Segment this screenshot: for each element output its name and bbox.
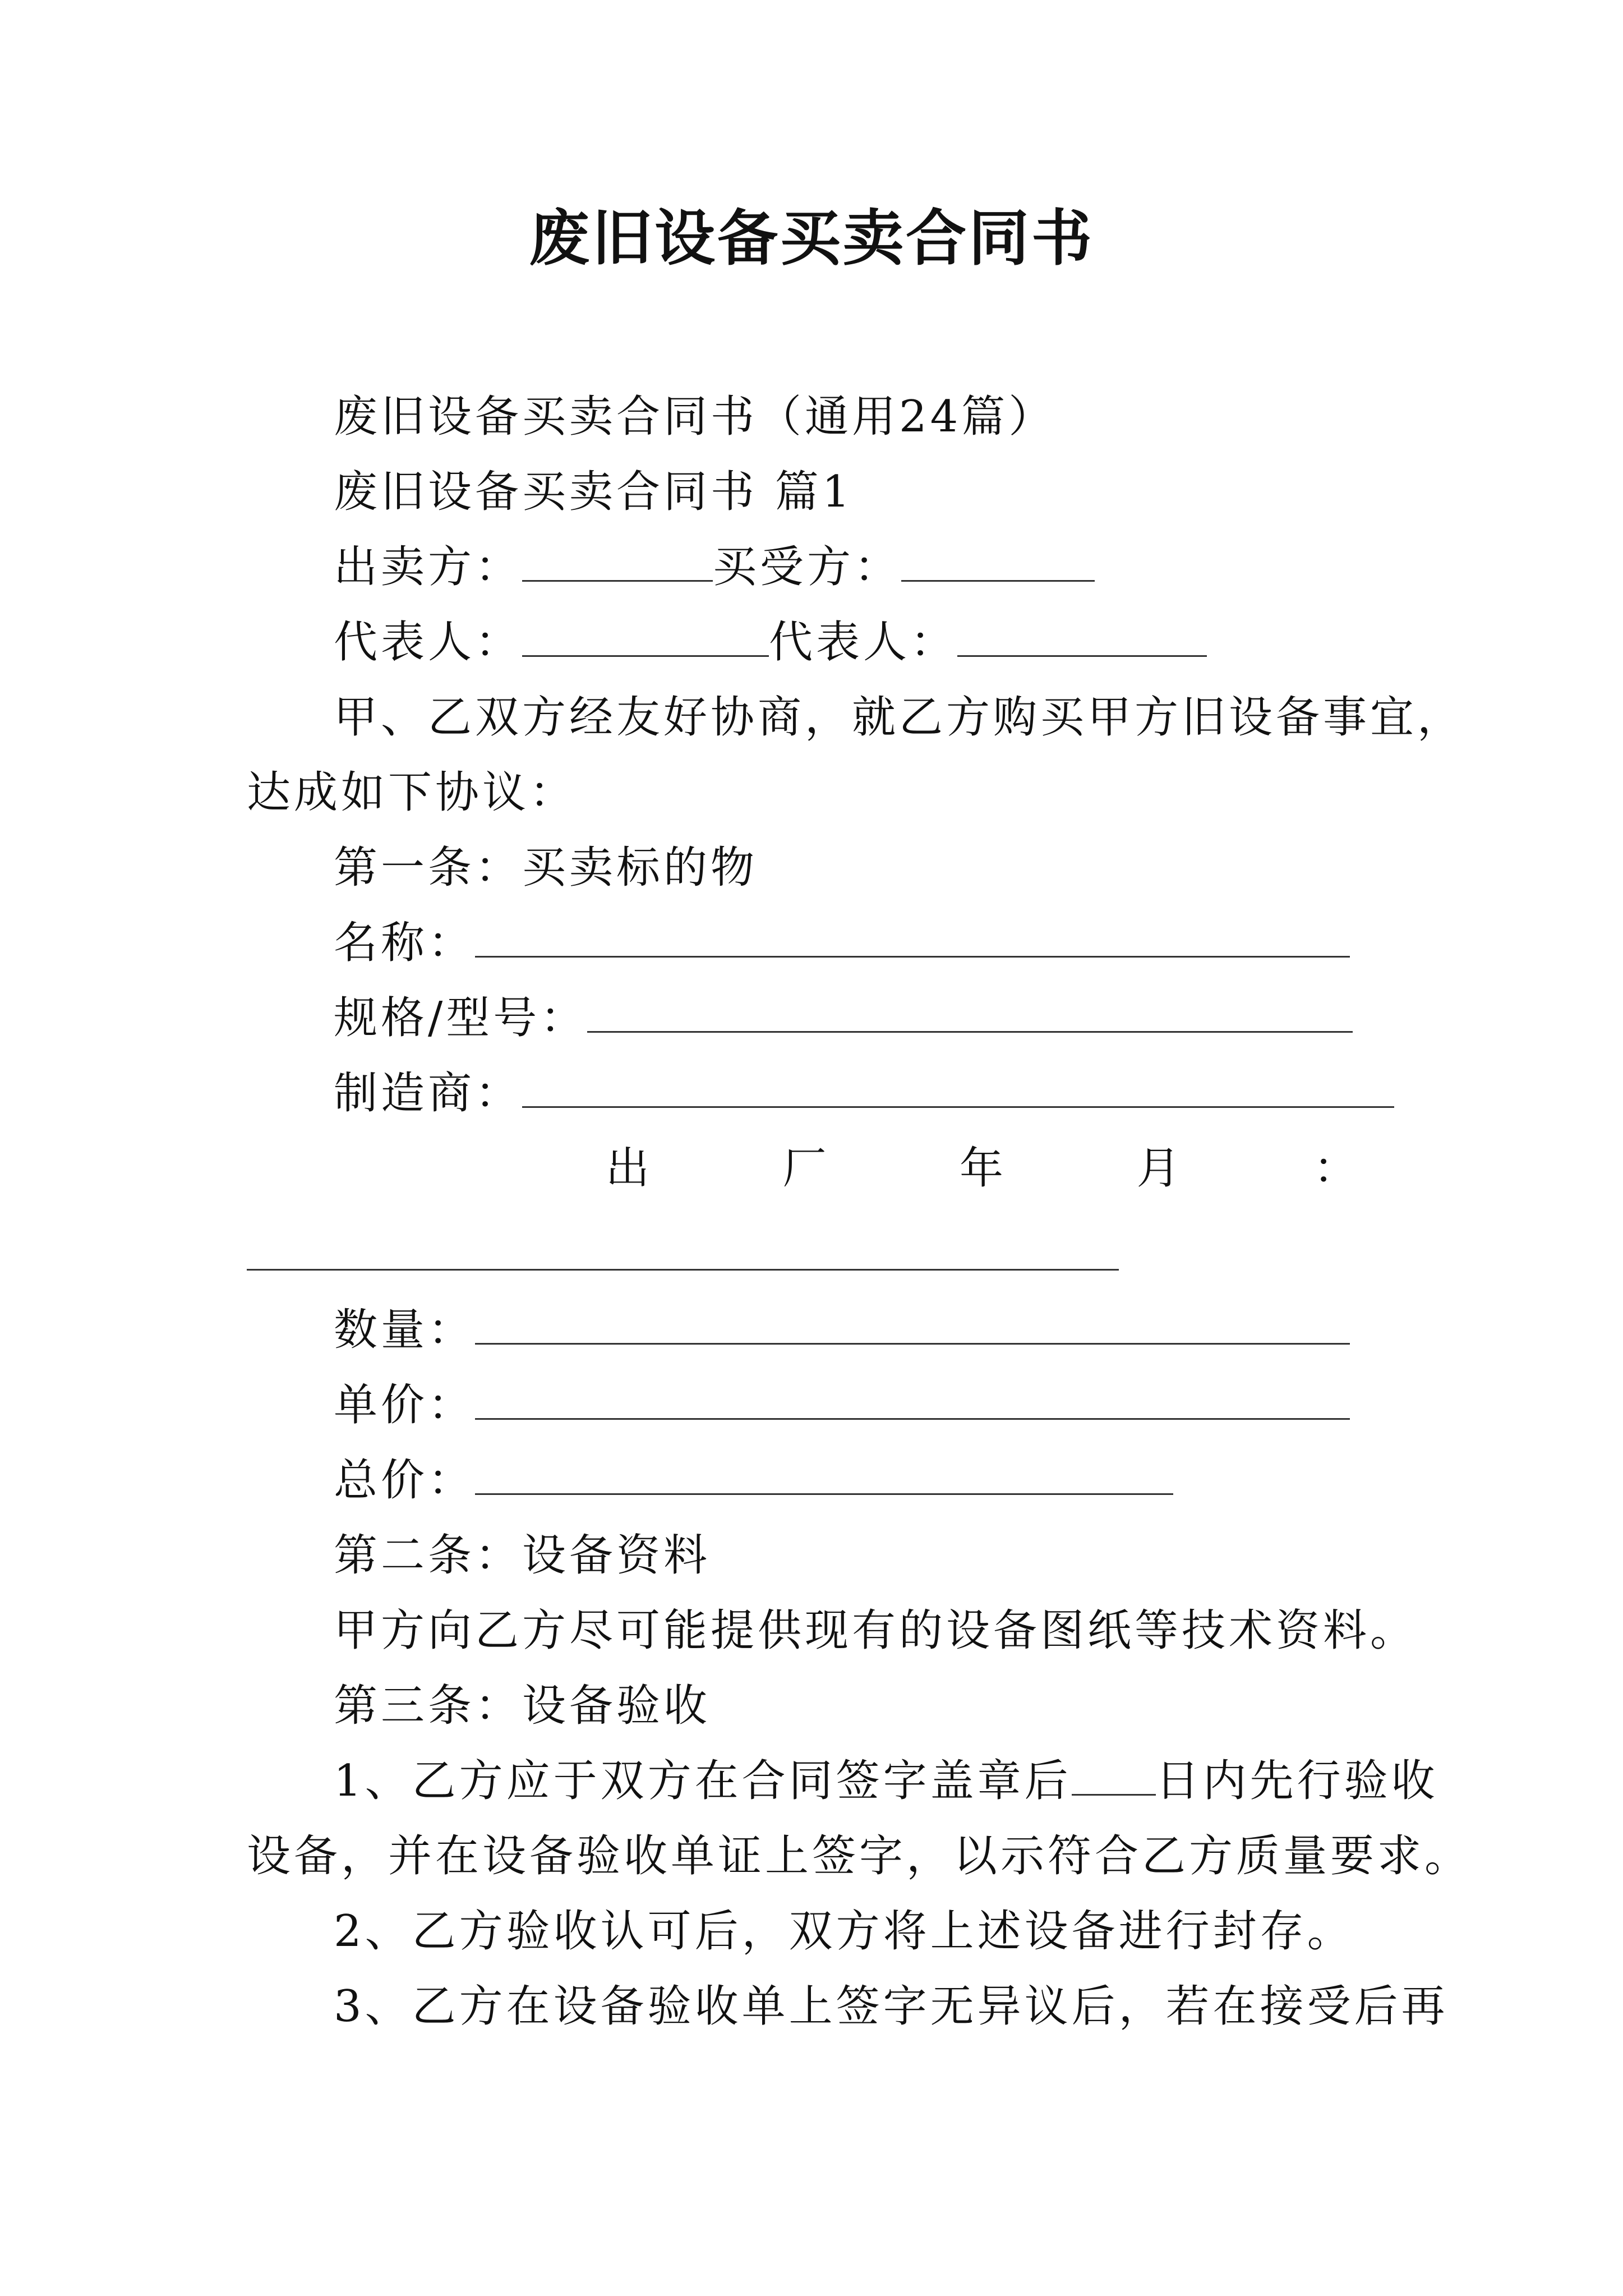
document-title: 废旧设备买卖合同书 — [528, 203, 1094, 274]
total-price-blank[interactable] — [475, 1460, 1173, 1495]
seller-label: 出卖方： — [334, 542, 523, 592]
article2-heading: 第二条：设备资料 — [334, 1530, 711, 1581]
factory-date-char-yue: 月 — [1136, 1143, 1181, 1194]
days-blank[interactable] — [1072, 1760, 1156, 1796]
quantity-label: 数量： — [334, 1305, 476, 1355]
quantity-row — [334, 1299, 1350, 1361]
name-label: 名称： — [334, 918, 476, 968]
total-price-label: 总价： — [334, 1455, 476, 1506]
unit-price-label: 单价： — [334, 1380, 476, 1430]
item1-line2: 设备，并在设备验收单证上签字，以示符合乙方质量要求。 — [247, 1831, 1472, 1881]
spec-label: 规格/型号： — [334, 993, 588, 1043]
article2-text: 甲方向乙方尽可能提供现有的设备图纸等技术资料。 — [334, 1605, 1418, 1656]
maker-row — [334, 1062, 1394, 1124]
factory-date-colon: ： — [1313, 1143, 1357, 1194]
buyer-label: 买受方： — [713, 542, 902, 592]
intro-paragraph-line2: 达成如下协议： — [247, 767, 577, 818]
spec-blank[interactable] — [587, 997, 1353, 1033]
name-blank[interactable] — [475, 922, 1350, 958]
unit-price-row — [334, 1374, 1350, 1436]
factory-date-blank[interactable] — [247, 1269, 1119, 1271]
factory-date-char-chang: 厂 — [782, 1143, 827, 1194]
factory-date-row — [606, 1138, 1357, 1199]
total-price-row — [334, 1450, 1173, 1511]
seller-rep-label: 代表人： — [334, 617, 523, 668]
factory-date-char-nian: 年 — [959, 1143, 1003, 1194]
representative-row — [334, 611, 1207, 673]
buyer-blank[interactable] — [901, 546, 1095, 582]
maker-label: 制造商： — [334, 1068, 523, 1119]
seller-blank[interactable] — [522, 546, 713, 582]
article1-heading: 第一条：买卖标的物 — [334, 843, 758, 893]
subtitle: 废旧设备买卖合同书（通用24篇） — [334, 392, 1056, 442]
intro-paragraph-line1: 甲、乙双方经友好协商，就乙方购买甲方旧设备事宜， — [334, 692, 1465, 743]
maker-blank[interactable] — [522, 1073, 1394, 1108]
item1-text-before-blank: 1、乙方应于双方在合同签字盖章后 — [334, 1756, 1072, 1806]
item1-line1 — [334, 1750, 1438, 1812]
article3-heading: 第三条：设备验收 — [334, 1681, 711, 1731]
item1-text-after-blank: 日内先行验收 — [1155, 1756, 1438, 1806]
name-row — [334, 912, 1350, 974]
chapter-heading: 废旧设备买卖合同书 篇1 — [334, 467, 854, 517]
factory-date-char-chu: 出 — [606, 1143, 650, 1194]
buyer-rep-label: 代表人： — [769, 617, 958, 668]
seller-buyer-row — [334, 536, 1095, 598]
spec-row — [334, 987, 1353, 1049]
seller-rep-blank[interactable] — [522, 622, 769, 657]
unit-price-blank[interactable] — [475, 1384, 1350, 1420]
quantity-blank[interactable] — [475, 1309, 1350, 1345]
item3: 3、乙方在设备验收单上签字无异议后，若在接受后再 — [334, 1981, 1449, 2032]
buyer-rep-blank[interactable] — [957, 622, 1207, 657]
item2: 2、乙方验收认可后，双方将上述设备进行封存。 — [334, 1906, 1354, 1957]
